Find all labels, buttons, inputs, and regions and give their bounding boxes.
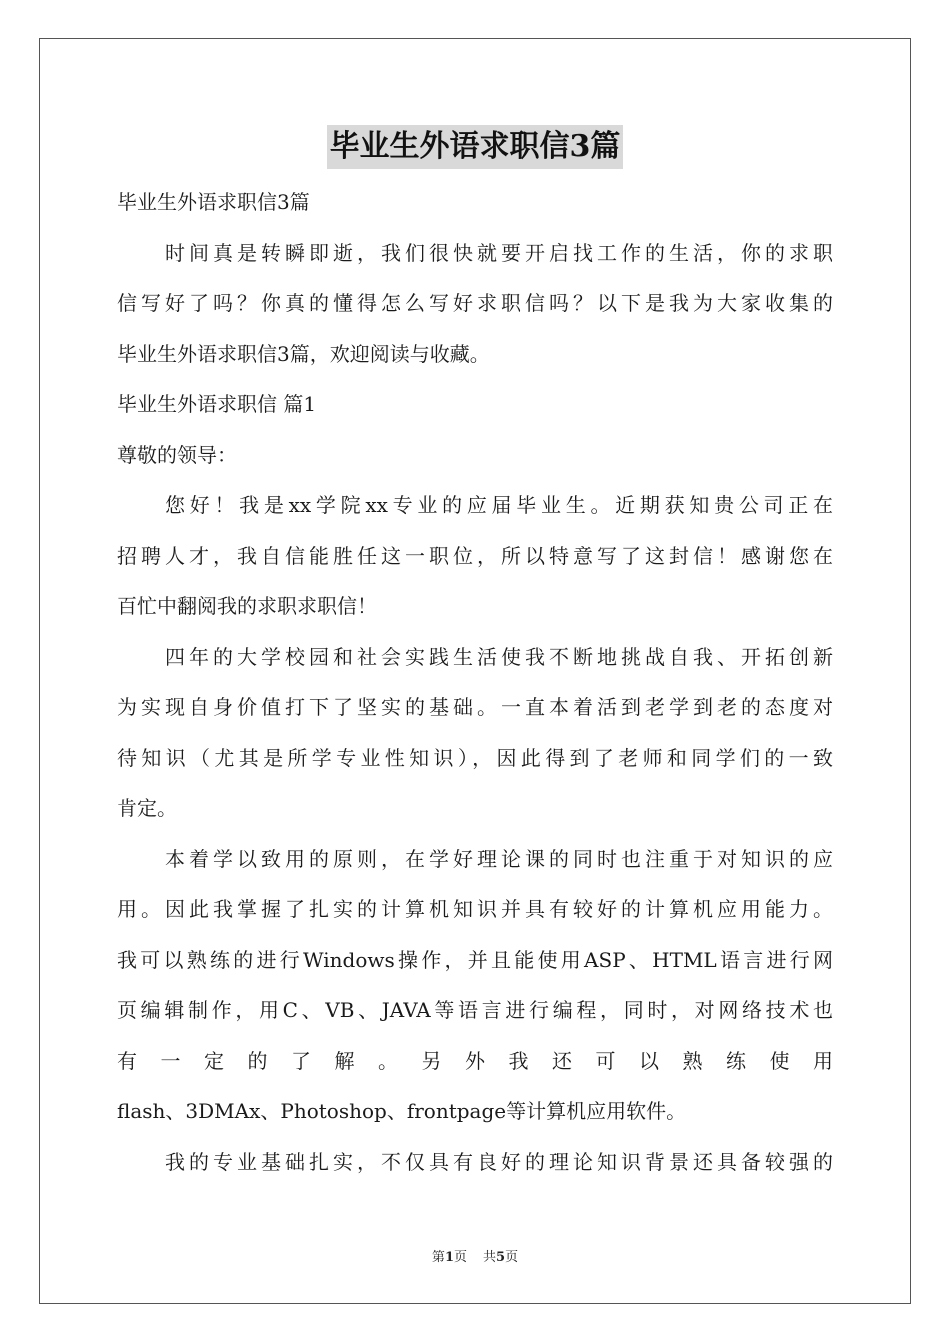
text-line: 百忙中翻阅我的求职求职信！ xyxy=(117,594,377,618)
text-line: 招聘人才，我自信能胜任这一职位，所以特意写了这封信！感谢您在 xyxy=(117,543,833,568)
document-body xyxy=(117,177,833,1187)
text-line: 您好！我是xx学院xx专业的应届毕业生。近期获知贵公司正在 xyxy=(165,493,833,517)
footer-page-number: 1 xyxy=(444,1250,454,1265)
text-line: 页编辑制作，用C、VB、JAVA等语言进行编程，同时，对网络技术也 xyxy=(117,998,833,1022)
text-line: flash、3DMAx、Photoshop、frontpage等计算机应用软件。 xyxy=(117,1099,687,1123)
text-line: 我可以熟练的进行Windows操作，并且能使用ASP、HTML语言进行网 xyxy=(117,947,833,972)
footer-total-suffix: 页 xyxy=(505,1250,519,1265)
text-line: 尊敬的领导： xyxy=(117,442,237,467)
text-line: 用。因此我掌握了扎实的计算机知识并具有较好的计算机应用能力。 xyxy=(117,897,833,921)
text-line: 为实现自身价值打下了坚实的基础。一直本着活到老学到老的态度对 xyxy=(117,695,833,719)
text-line: 毕业生外语求职信3篇 xyxy=(117,190,310,214)
text-line: 待知识（尤其是所学专业性知识），因此得到了老师和同学们的一致 xyxy=(117,745,833,770)
text-line: 四年的大学校园和社会实践生活使我不断地挑战自我、开拓创新 xyxy=(165,644,833,669)
footer-total-pages: 5 xyxy=(496,1250,506,1265)
text-line: 毕业生外语求职信 篇1 xyxy=(117,392,317,416)
text-line: 毕业生外语求职信3篇，欢迎阅读与收藏。 xyxy=(117,341,490,366)
text-line: 时间真是转瞬即逝，我们很快就要开启找工作的生活，你的求职 xyxy=(165,240,833,265)
text-line: 有 一 定 的 了 解 。 另 外 我 还 可 以 熟 练 使 用 xyxy=(117,1048,833,1073)
title-container xyxy=(0,125,950,169)
text-line: 我的专业基础扎实，不仅具有良好的理论知识背景还具备较强的 xyxy=(165,1149,833,1174)
footer-total-prefix: 共 xyxy=(483,1250,497,1265)
footer-page-prefix: 第 xyxy=(431,1250,445,1265)
text-line: 信写好了吗？你真的懂得怎么写好求职信吗？以下是我为大家收集的 xyxy=(117,291,833,315)
footer-page-suffix: 页 xyxy=(453,1250,467,1265)
text-line: 肯定。 xyxy=(117,796,177,820)
text-line: 本着学以致用的原则，在学好理论课的同时也注重于对知识的应 xyxy=(165,846,833,871)
document-title: 毕业生外语求职信3篇 xyxy=(327,125,624,169)
page-footer xyxy=(0,1246,950,1265)
